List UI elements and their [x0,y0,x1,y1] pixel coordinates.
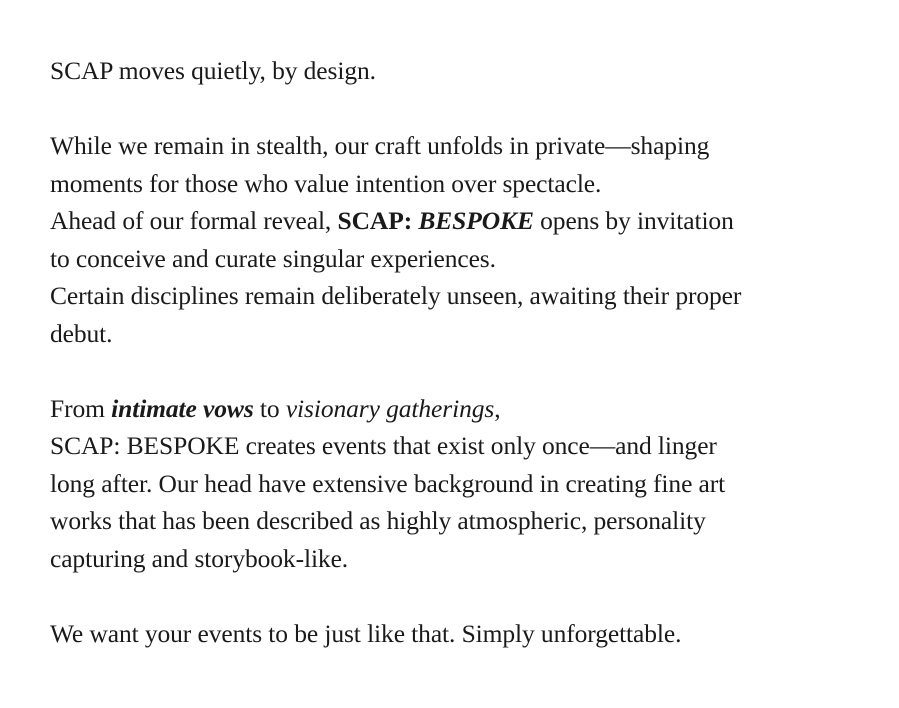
stealth-line-6: debut. [50,318,113,348]
paragraph-spacer [50,352,885,390]
intro-line: SCAP moves quietly, by design. [50,56,376,85]
events-line-3: long after. Our head have extensive background in creating fine art [50,468,726,498]
events-paragraph [50,390,885,578]
events-line-1-post: , [494,393,501,423]
stealth-line-2: moments for those who value intention over spectacle. [50,168,602,198]
paragraph-spacer [50,577,885,615]
events-line-1-pre: From [50,393,112,423]
intro-paragraph [50,52,885,90]
brand-bespoke-bold-italic: BESPOKE [418,206,534,235]
events-line-1 [50,390,885,428]
closing-paragraph [50,615,885,653]
stealth-line-3-post: opens by invitation [533,206,734,235]
stealth-line-4: to conceive and curate singular experiences. [50,243,496,273]
brand-name-bold: SCAP: [337,206,419,235]
document-body [50,52,885,652]
stealth-paragraph [50,127,885,352]
visionary-gatherings-emphasis: visionary gatherings [285,393,495,423]
events-line-4: works that has been described as highly atmospheric, personality [50,506,706,535]
events-line-5: capturing and storybook-like. [50,543,349,573]
stealth-line-1: While we remain in stealth, our craft unfolds in private—shaping [50,131,710,160]
stealth-line-5: Certain disciplines remain deliberately unseen, awaiting their proper [50,281,742,310]
events-line-2: SCAP: BESPOKE creates events that exist only once—and linger [50,431,717,460]
paragraph-spacer [50,90,885,128]
intimate-vows-emphasis: intimate vows [111,393,254,423]
stealth-line-3-pre: Ahead of our formal reveal, [50,206,338,235]
stealth-line-3 [50,202,885,240]
events-line-1-mid: to [253,393,286,423]
closing-line: We want your events to be just like that. Simply unforgettable. [50,618,682,648]
